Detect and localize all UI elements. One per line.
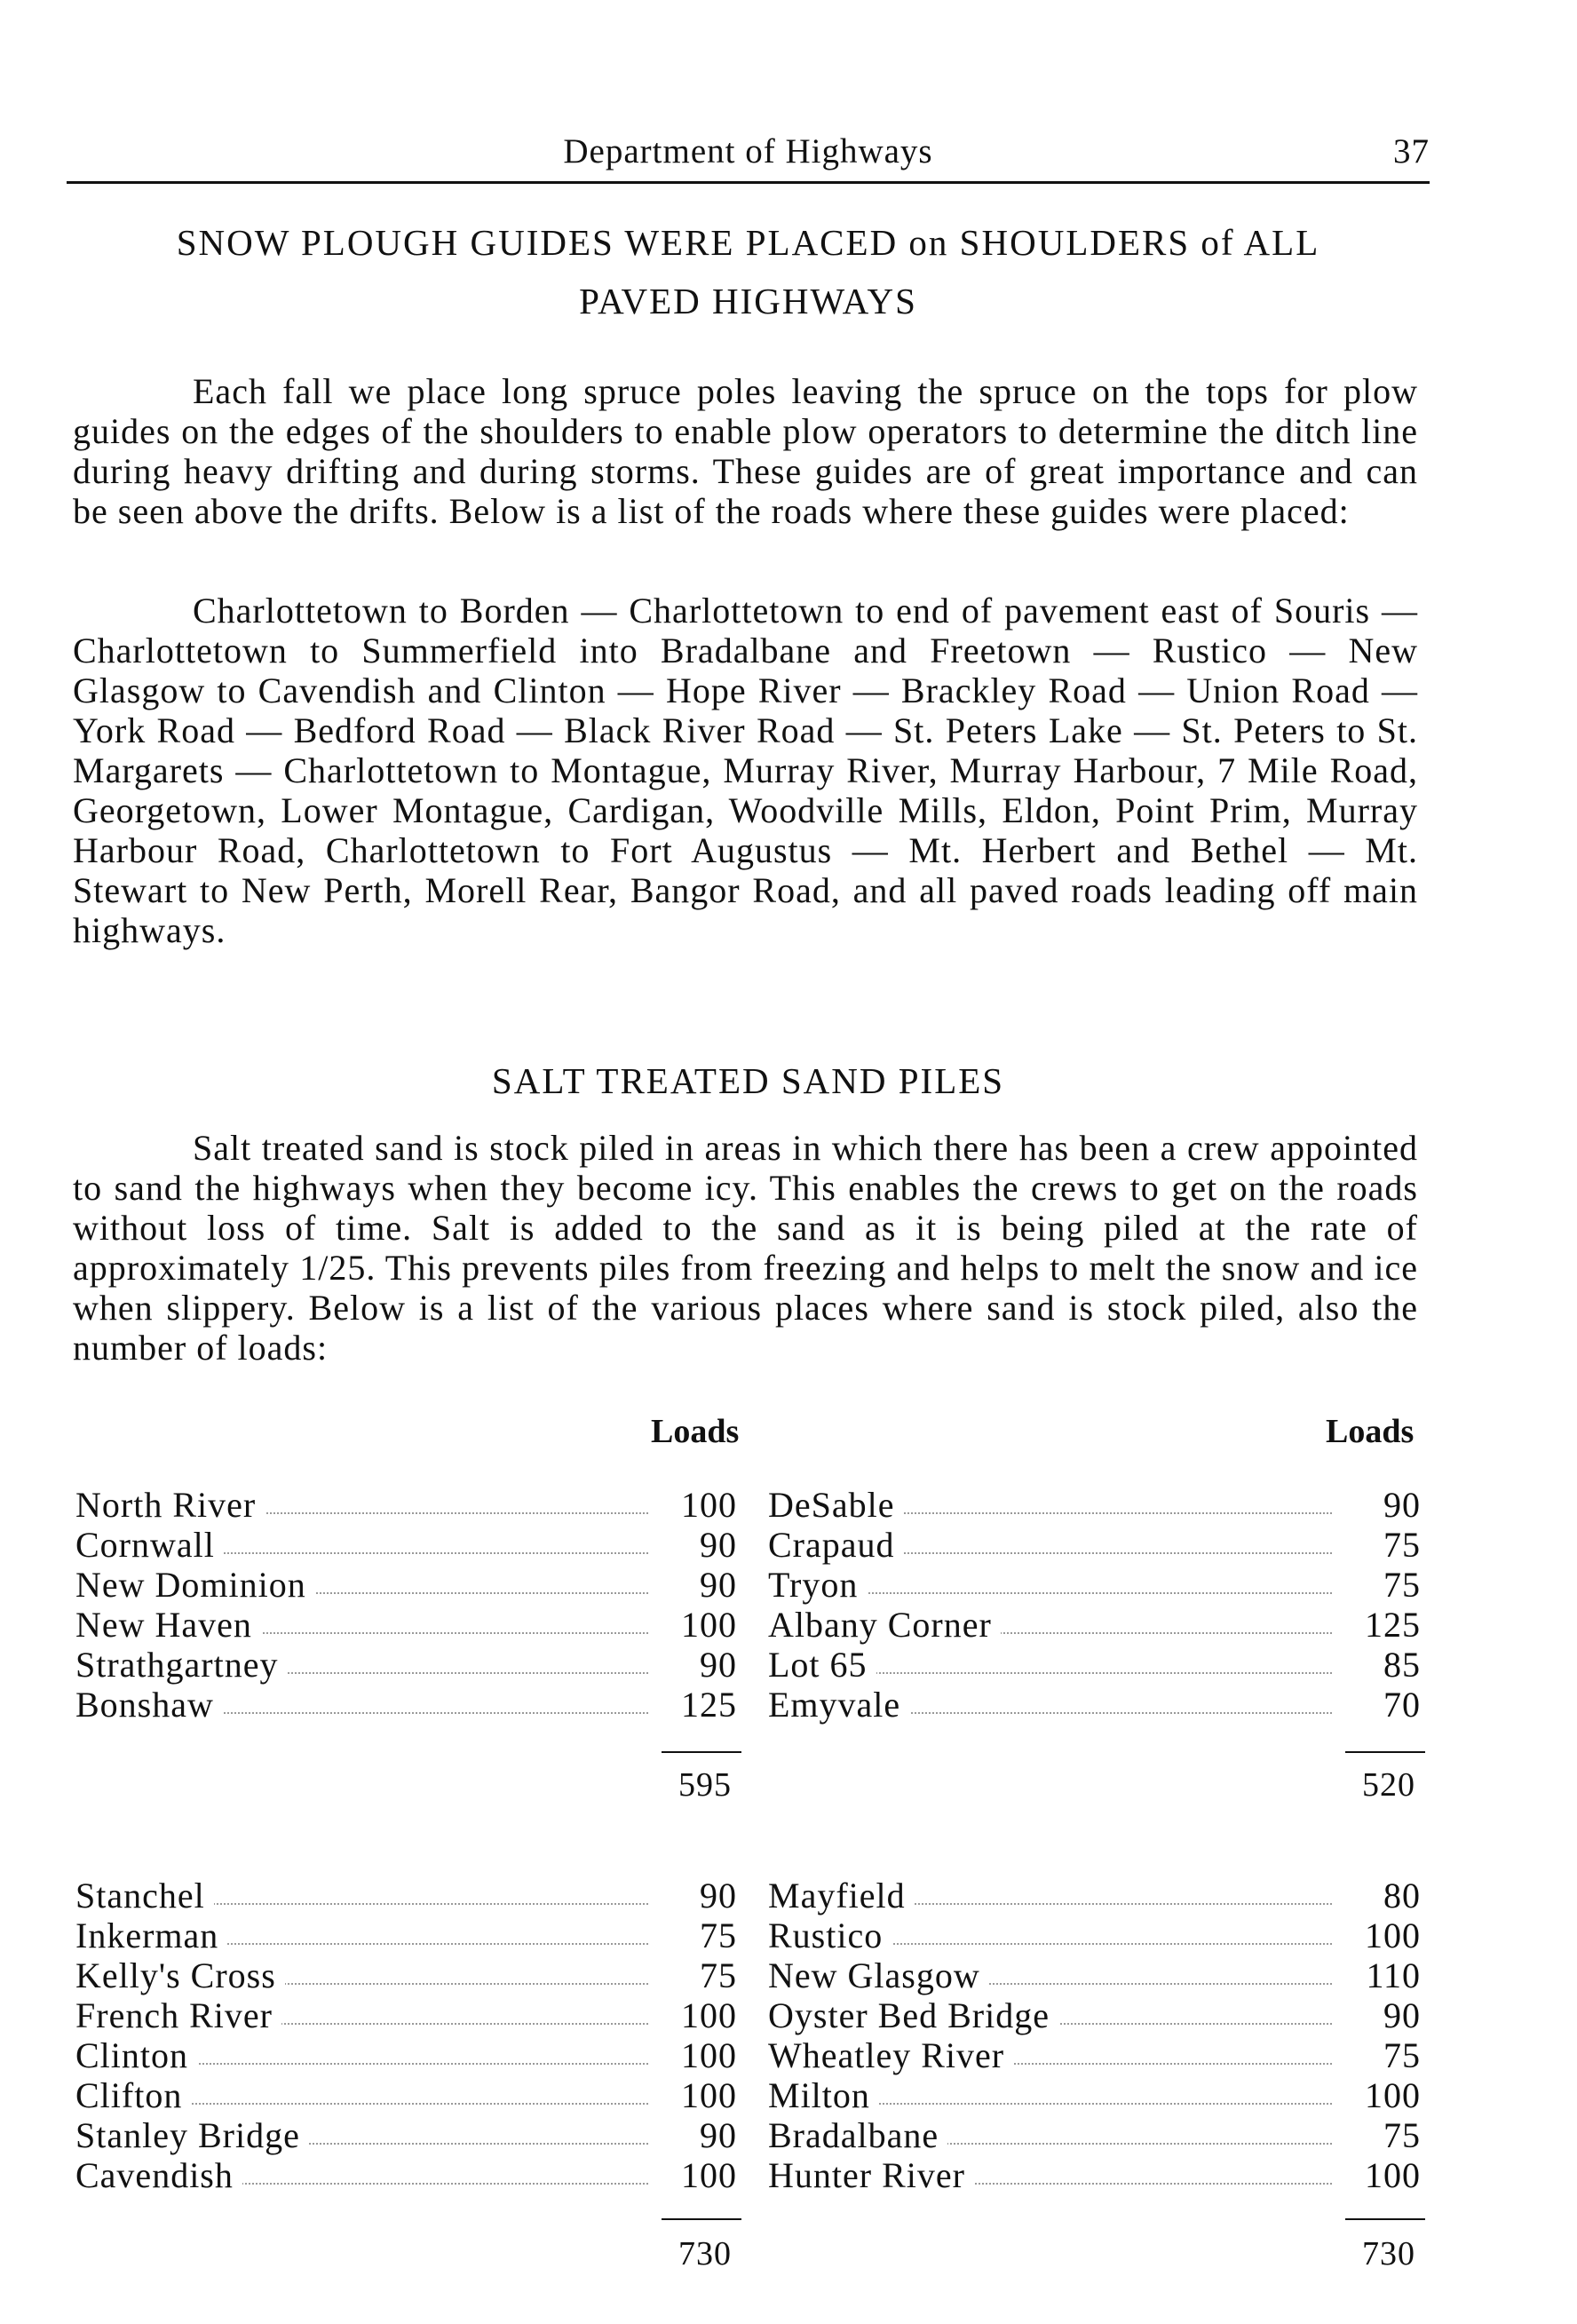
table-row [75, 1916, 737, 1955]
loads-value: 100 [657, 2035, 737, 2075]
place-name: Lot 65 [768, 1645, 876, 1685]
table-row [75, 2035, 737, 2075]
running-head [67, 131, 1430, 176]
table-row [768, 1955, 1421, 1995]
place-name: Mayfield [768, 1876, 915, 1916]
place-name: Cavendish [75, 2155, 242, 2195]
table-row [768, 1605, 1421, 1645]
loads-value: 75 [657, 1916, 737, 1955]
place-name: Bradalbane [768, 2115, 947, 2155]
place-name: Emyvale [768, 1685, 909, 1725]
loads-value: 100 [657, 2075, 737, 2115]
section-heading-salt-treated-sand [80, 1051, 1416, 1110]
place-name: New Dominion [75, 1565, 315, 1605]
table-row [75, 1565, 737, 1605]
place-name: Hunter River [768, 2155, 974, 2195]
loads-value: 85 [1341, 1645, 1421, 1685]
place-name: New Glasgow [768, 1955, 989, 1995]
place-name: Cornwall [75, 1525, 224, 1565]
table-row [75, 1876, 737, 1916]
snow-plough-intro-paragraph [73, 371, 1418, 531]
loads-column-header-right: Loads [1326, 1413, 1415, 1450]
subtotal-value: 520 [1362, 1766, 1415, 1804]
table-row [768, 1685, 1421, 1725]
table-row [768, 1485, 1421, 1525]
loads-value: 90 [657, 1525, 737, 1565]
loads-value: 100 [1341, 1916, 1421, 1955]
table-row [768, 1916, 1421, 1955]
loads-column-header-left: Loads [651, 1413, 740, 1450]
place-name: Inkerman [75, 1916, 227, 1955]
subtotal-rule [1345, 2218, 1425, 2220]
table-row [768, 2035, 1421, 2075]
loads-value: 90 [1341, 1995, 1421, 2035]
loads-value: 75 [1341, 1525, 1421, 1565]
place-name: DeSable [768, 1485, 904, 1525]
loads-value: 75 [1341, 1565, 1421, 1605]
table-row [768, 1995, 1421, 2035]
road-list-paragraph [73, 591, 1418, 950]
loads-value: 100 [1341, 2075, 1421, 2115]
loads-value: 75 [1341, 2115, 1421, 2155]
place-name: Clifton [75, 2075, 191, 2115]
loads-value: 125 [657, 1685, 737, 1725]
section-heading-line-1: SNOW PLOUGH GUIDES WERE PLACED on SHOULDERS of ALL [176, 222, 1320, 263]
table-row [768, 1876, 1421, 1916]
page-number: 37 [1393, 132, 1430, 171]
table-row [768, 1525, 1421, 1565]
place-name: Kelly's Cross [75, 1955, 285, 1995]
subtotal-rule [662, 2218, 741, 2220]
loads-value: 100 [1341, 2155, 1421, 2195]
table-row [768, 1645, 1421, 1685]
place-name: Tryon [768, 1565, 867, 1605]
table-row [75, 1955, 737, 1995]
section-heading-line-2: PAVED HIGHWAYS [579, 281, 917, 321]
salt-sand-text: Salt treated sand is stock piled in areas in which there has been a crew appointed to sand the highways when they become icy. This enables the crews to get on the roads without loss of time. Salt is added to the sand as it is being piled at the rate of approximately 1/25. This prevents piles from freezing and helps to melt the snow and ice when slippery. Below is a list of the various places where sand is stock piled, also the number of loads: [73, 1128, 1418, 1368]
table-row [768, 2075, 1421, 2115]
loads-value: 90 [1341, 1485, 1421, 1525]
table-row [75, 1605, 737, 1645]
subtotal-value: 595 [678, 1766, 732, 1804]
place-name: Stanchel [75, 1876, 214, 1916]
subtotal-value: 730 [1362, 2235, 1415, 2272]
loads-value: 90 [657, 1876, 737, 1916]
place-name: Strathgartney [75, 1645, 288, 1685]
place-name: Oyster Bed Bridge [768, 1995, 1058, 2035]
header-rule [67, 181, 1430, 184]
table-row [75, 1645, 737, 1685]
table-row [768, 1565, 1421, 1605]
table-row [768, 2115, 1421, 2155]
place-name: Bonshaw [75, 1685, 223, 1725]
subtotal-rule [1345, 1751, 1425, 1753]
place-name: Crapaud [768, 1525, 904, 1565]
table-row [75, 2075, 737, 2115]
loads-value: 100 [657, 1605, 737, 1645]
loads-value: 100 [657, 1485, 737, 1525]
place-name: Wheatley River [768, 2035, 1013, 2075]
loads-value: 110 [1341, 1955, 1421, 1995]
place-name: Milton [768, 2075, 879, 2115]
place-name: French River [75, 1995, 281, 2035]
loads-value: 75 [1341, 2035, 1421, 2075]
table-row [75, 1485, 737, 1525]
table-row [75, 1525, 737, 1565]
place-name: Clinton [75, 2035, 197, 2075]
loads-value: 100 [657, 2155, 737, 2195]
loads-value: 75 [657, 1955, 737, 1995]
place-name: North River [75, 1485, 265, 1525]
running-title: Department of Highways [563, 132, 933, 171]
place-name: Albany Corner [768, 1605, 1001, 1645]
loads-value: 70 [1341, 1685, 1421, 1725]
loads-value: 125 [1341, 1605, 1421, 1645]
loads-value: 90 [657, 1565, 737, 1605]
table-row [768, 2155, 1421, 2195]
table-row [75, 1685, 737, 1725]
section-heading-salt-title: SALT TREATED SAND PILES [491, 1060, 1005, 1101]
road-list-text: Charlottetown to Borden — Charlottetown to end of pavement east of Souris — Charlottetown to Summerfield into Bradalbane and Freetown — Rustico — New Glasgow to Cavendish and Clinton — Hope River — Brackley Road — Union Road — York Road — Bedford Road — Black River Road — St. Peters Lake — St. Peters to St. Margarets — Charlottetown to Montague, Murray River, Murray Harbour, 7 Mile Road, Georgetown, Lower Montague, Cardigan, Woodville Mills, Eldon, Point Prim, Murray Harbour Road, Charlottetown to Fort Augustus — Mt. Herbert and Bethel — Mt. Stewart to New Perth, Morell Rear, Bangor Road, and all paved roads leading off main highways. [73, 591, 1418, 950]
loads-value: 100 [657, 1995, 737, 2035]
place-name: Rustico [768, 1916, 892, 1955]
table-row [75, 2115, 737, 2155]
place-name: New Haven [75, 1605, 261, 1645]
salt-sand-paragraph [73, 1128, 1418, 1368]
loads-value: 80 [1341, 1876, 1421, 1916]
place-name: Stanley Bridge [75, 2115, 309, 2155]
subtotal-rule [662, 1751, 741, 1753]
loads-value: 90 [657, 2115, 737, 2155]
table-row [75, 1995, 737, 2035]
intro-paragraph-text: Each fall we place long spruce poles leaving the spruce on the tops for plow guides on the edges of the shoulders to enable plow operators to determine the ditch line during heavy drifting and during storms. These guides are of great importance and can be seen above the drifts. Below is a list of the roads where these guides were placed: [73, 371, 1418, 531]
subtotal-value: 730 [678, 2235, 732, 2272]
loads-value: 90 [657, 1645, 737, 1685]
table-row [75, 2155, 737, 2195]
section-heading-snow-plough-guides [80, 213, 1416, 330]
